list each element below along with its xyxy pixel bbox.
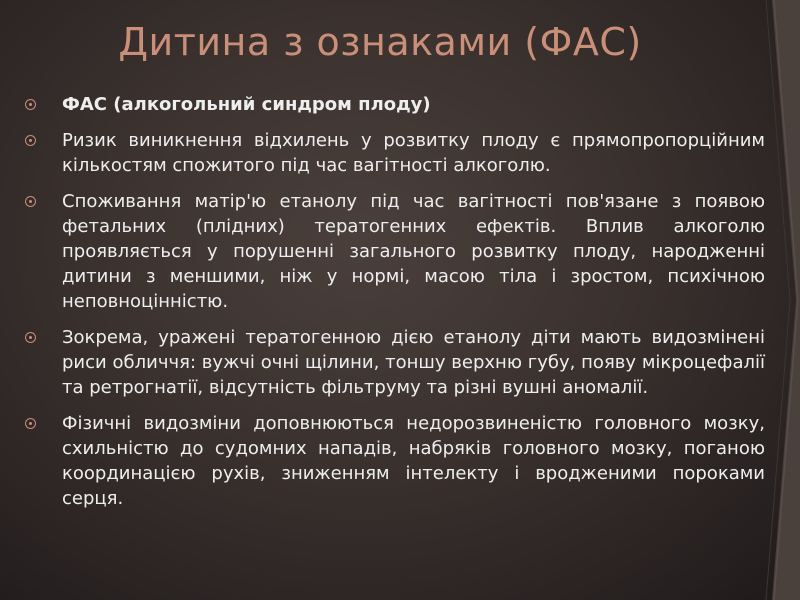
slide-title: Дитина з ознаками (ФАС) <box>118 20 642 64</box>
bullet-text: Ризик виникнення відхилень у розвитку плоду є прямопропорційним кількостям спожитого під час вагітності алкоголю. <box>62 130 765 176</box>
bullet-text: Зокрема, уражені тератогенною дією етанолу діти мають видозмінені риси обличчя: вужчі очні щілини, тоншу верхню губу, появу мікроцефалії та ретрогнатії, відсутність фільтруму та різні вушні аномалії. <box>62 327 765 398</box>
bullet-list <box>22 92 765 522</box>
circle-bullet-icon <box>25 196 36 207</box>
list-item <box>22 411 765 511</box>
circle-bullet-icon <box>25 332 36 343</box>
list-item <box>22 189 765 314</box>
right-edge-chevron-decoration <box>760 0 800 600</box>
bullet-text: ФАС (алкогольний синдром плоду) <box>62 94 431 115</box>
bullet-text: Фізичні видозміни доповнюються недорозвиненістю головного мозку, схильністю до судомних нападів, набряків головного мозку, поганою координацією рухів, зниженням інтелекту і вродженими пороками серця. <box>62 413 765 509</box>
circle-bullet-icon <box>25 135 36 146</box>
bullet-text: Споживання матір'ю етанолу під час вагітності пов'язане з появою фетальних (плідних) тератогенних ефектів. Вплив алкоголю проявляється у порушенні загального розвитку плоду, народженні дитини з меншими, ніж у нормі, масою тіла і зростом, психічною неповноцінністю. <box>62 191 765 312</box>
circle-bullet-icon <box>25 418 36 429</box>
list-item <box>22 92 765 117</box>
list-item <box>22 128 765 178</box>
list-item <box>22 325 765 400</box>
circle-bullet-icon <box>25 99 36 110</box>
